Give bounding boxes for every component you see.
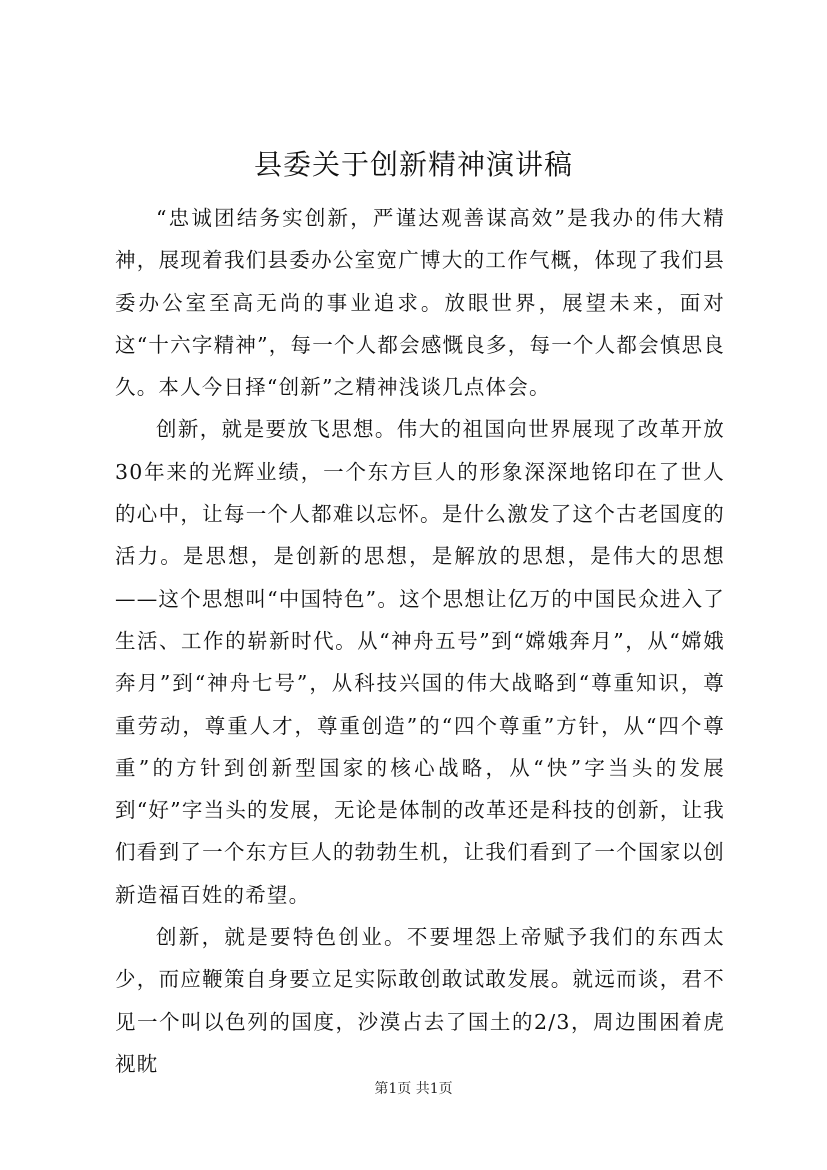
document-body: [115, 197, 725, 1085]
paragraph-innovation-enterprise: 创新，就是要特色创业。不要埋怨上帝赋予我们的东西太少，而应鞭策自身要立足实际敢创敢试敢发展。就远而谈，君不见一个叫以色列的国度，沙漠占去了国土的2/3，周边围困着虎视眈: [115, 925, 725, 1076]
paragraph-innovation-thought: 创新，就是要放飞思想。伟大的祖国向世界展现了改革开放30年来的光辉业绩，一个东方巨人的形象深深地铭印在了世人的心中，让每一个人都难以忘怀。是什么激发了这个古老国度的活力。是思想，是创新的思想，是解放的思想，是伟大的思想——这个思想叫“中国特色”。这个思想让亿万的中国民众进入了生活、工作的崭新时代。从“神舟五号”到“嫦娥奔月”，从“嫦娥奔月”到“神舟七号”，从科技兴国的伟大战略到“尊重知识，尊重劳动，尊重人才，尊重创造”的“四个尊重”方针，从“四个尊重”的方针到创新型国家的核心战略，从“快”字当头的发展到“好”字当头的发展，无论是体制的改革还是科技的创新，让我们看到了一个东方巨人的勃勃生机，让我们看到了一个国家以创新造福百姓的希望。: [115, 417, 725, 907]
document-title: 县委关于创新精神演讲稿: [253, 148, 573, 181]
page-footer: 第1页 共1页: [374, 1081, 453, 1097]
paragraph-intro: “忠诚团结务实创新，严谨达观善谋高效”是我办的伟大精神，展现着我们县委办公室宽广博大的工作气概，体现了我们县委办公室至高无尚的事业追求。放眼世界，展望未来，面对这“十六字精神”，每一个人都会感慨良多，每一个人都会慎思良久。本人今日择“创新”之精神浅谈几点体会。: [115, 206, 725, 400]
